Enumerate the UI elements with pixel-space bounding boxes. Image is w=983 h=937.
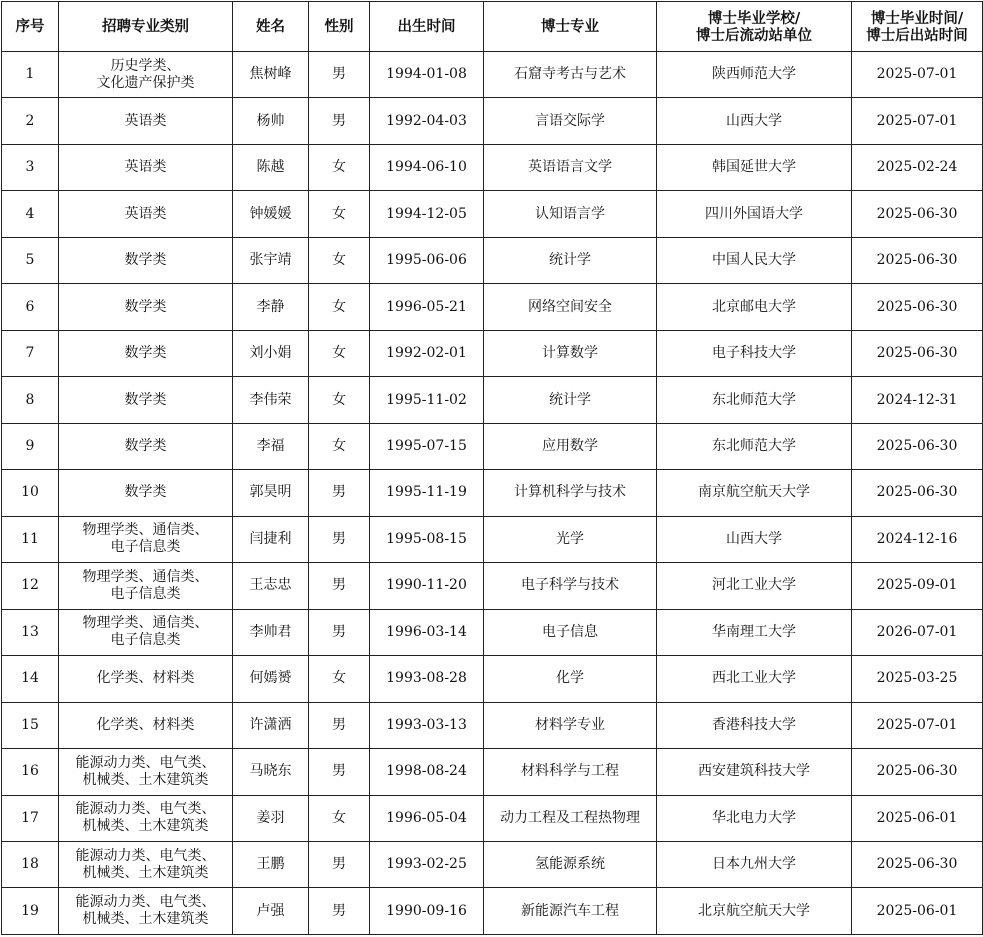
cell-birth: 1993-02-25: [370, 841, 484, 887]
cell-major: 认知语言学: [484, 191, 657, 237]
cell-grad: 2025-06-30: [852, 284, 983, 330]
cell-name: 王志忠: [233, 563, 309, 609]
table-body: [2, 52, 983, 935]
header-major: 博士专业: [484, 2, 657, 52]
cell-birth: 1996-05-21: [370, 284, 484, 330]
table-row: [2, 609, 983, 655]
table-row: [2, 516, 983, 562]
table-row: [2, 377, 983, 423]
cell-birth: 1998-08-24: [370, 749, 484, 795]
cell-category: 英语类: [59, 98, 233, 144]
cell-birth: 1990-11-20: [370, 563, 484, 609]
cell-gender: 女: [309, 656, 370, 702]
table-row: [2, 284, 983, 330]
cell-school: 电子科技大学: [657, 330, 852, 376]
cell-name: 郭昊明: [233, 470, 309, 516]
table-row: [2, 52, 983, 98]
cell-school: 山西大学: [657, 516, 852, 562]
cell-birth: 1995-08-15: [370, 516, 484, 562]
cell-school: 西北工业大学: [657, 656, 852, 702]
cell-index: 15: [2, 702, 59, 748]
cell-gender: 女: [309, 191, 370, 237]
header-school: 博士毕业学校/ 博士后流动站单位: [657, 2, 852, 52]
cell-name: 李伟荣: [233, 377, 309, 423]
cell-grad: 2026-07-01: [852, 609, 983, 655]
cell-category: 英语类: [59, 144, 233, 190]
cell-category: 物理学类、通信类、 电子信息类: [59, 609, 233, 655]
table-row: [2, 98, 983, 144]
cell-name: 钟媛媛: [233, 191, 309, 237]
header-index: 序号: [2, 2, 59, 52]
cell-major: 动力工程及工程热物理: [484, 795, 657, 841]
cell-grad: 2025-06-01: [852, 888, 983, 935]
cell-index: 19: [2, 888, 59, 935]
cell-gender: 男: [309, 888, 370, 935]
cell-index: 2: [2, 98, 59, 144]
cell-gender: 女: [309, 377, 370, 423]
cell-school: 南京航空航天大学: [657, 470, 852, 516]
table-row: [2, 702, 983, 748]
cell-major: 言语交际学: [484, 98, 657, 144]
header-row: [2, 2, 983, 52]
cell-index: 9: [2, 423, 59, 469]
cell-school: 华南理工大学: [657, 609, 852, 655]
cell-gender: 男: [309, 609, 370, 655]
header-gender: 性别: [309, 2, 370, 52]
cell-birth: 1996-03-14: [370, 609, 484, 655]
cell-name: 马晓东: [233, 749, 309, 795]
cell-name: 王鹏: [233, 841, 309, 887]
cell-major: 网络空间安全: [484, 284, 657, 330]
cell-grad: 2025-06-30: [852, 191, 983, 237]
cell-school: 华北电力大学: [657, 795, 852, 841]
cell-index: 3: [2, 144, 59, 190]
cell-name: 闫捷利: [233, 516, 309, 562]
cell-gender: 女: [309, 423, 370, 469]
cell-index: 17: [2, 795, 59, 841]
header-name: 姓名: [233, 2, 309, 52]
cell-category: 物理学类、通信类、 电子信息类: [59, 516, 233, 562]
table-row: [2, 191, 983, 237]
cell-birth: 1992-04-03: [370, 98, 484, 144]
cell-index: 1: [2, 52, 59, 98]
cell-name: 杨帅: [233, 98, 309, 144]
cell-gender: 男: [309, 749, 370, 795]
cell-index: 11: [2, 516, 59, 562]
cell-name: 李福: [233, 423, 309, 469]
cell-category: 化学类、材料类: [59, 702, 233, 748]
cell-category: 能源动力类、电气类、 机械类、土木建筑类: [59, 749, 233, 795]
cell-major: 光学: [484, 516, 657, 562]
cell-gender: 男: [309, 841, 370, 887]
cell-birth: 1995-06-06: [370, 237, 484, 283]
cell-major: 计算数学: [484, 330, 657, 376]
header-category: 招聘专业类别: [59, 2, 233, 52]
table-row: [2, 470, 983, 516]
cell-index: 10: [2, 470, 59, 516]
cell-name: 张宇靖: [233, 237, 309, 283]
header-birth: 出生时间: [370, 2, 484, 52]
cell-school: 北京航空航天大学: [657, 888, 852, 935]
cell-grad: 2025-07-01: [852, 98, 983, 144]
candidate-table: [1, 1, 983, 935]
cell-birth: 1995-11-02: [370, 377, 484, 423]
table-row: [2, 841, 983, 887]
cell-category: 能源动力类、电气类、 机械类、土木建筑类: [59, 841, 233, 887]
cell-school: 中国人民大学: [657, 237, 852, 283]
cell-category: 物理学类、通信类、 电子信息类: [59, 563, 233, 609]
cell-major: 计算机科学与技术: [484, 470, 657, 516]
cell-school: 北京邮电大学: [657, 284, 852, 330]
table-row: [2, 237, 983, 283]
cell-birth: 1996-05-04: [370, 795, 484, 841]
cell-category: 能源动力类、电气类、 机械类、土木建筑类: [59, 795, 233, 841]
cell-name: 刘小娟: [233, 330, 309, 376]
cell-major: 材料科学与工程: [484, 749, 657, 795]
table-row: [2, 330, 983, 376]
cell-name: 姜羽: [233, 795, 309, 841]
cell-index: 18: [2, 841, 59, 887]
cell-birth: 1993-03-13: [370, 702, 484, 748]
table-row: [2, 749, 983, 795]
cell-category: 数学类: [59, 423, 233, 469]
cell-index: 7: [2, 330, 59, 376]
cell-gender: 女: [309, 795, 370, 841]
cell-gender: 女: [309, 284, 370, 330]
table-row: [2, 795, 983, 841]
cell-birth: 1994-01-08: [370, 52, 484, 98]
table-row: [2, 563, 983, 609]
table-header: [2, 2, 983, 52]
cell-gender: 女: [309, 237, 370, 283]
cell-birth: 1995-11-19: [370, 470, 484, 516]
cell-major: 石窟寺考古与艺术: [484, 52, 657, 98]
cell-grad: 2025-07-01: [852, 702, 983, 748]
cell-school: 四川外国语大学: [657, 191, 852, 237]
cell-grad: 2024-12-31: [852, 377, 983, 423]
cell-index: 5: [2, 237, 59, 283]
cell-school: 日本九州大学: [657, 841, 852, 887]
cell-birth: 1993-08-28: [370, 656, 484, 702]
cell-major: 新能源汽车工程: [484, 888, 657, 935]
cell-name: 焦树峰: [233, 52, 309, 98]
cell-category: 化学类、材料类: [59, 656, 233, 702]
table-row: [2, 888, 983, 935]
cell-major: 电子信息: [484, 609, 657, 655]
cell-grad: 2025-06-30: [852, 470, 983, 516]
cell-birth: 1994-06-10: [370, 144, 484, 190]
cell-major: 电子科学与技术: [484, 563, 657, 609]
cell-gender: 男: [309, 563, 370, 609]
cell-category: 数学类: [59, 330, 233, 376]
table-row: [2, 144, 983, 190]
cell-birth: 1990-09-16: [370, 888, 484, 935]
cell-school: 陕西师范大学: [657, 52, 852, 98]
cell-category: 数学类: [59, 377, 233, 423]
cell-major: 氢能源系统: [484, 841, 657, 887]
cell-category: 历史学类、 文化遗产保护类: [59, 52, 233, 98]
cell-name: 李帅君: [233, 609, 309, 655]
cell-category: 能源动力类、电气类、 机械类、土木建筑类: [59, 888, 233, 935]
cell-school: 西安建筑科技大学: [657, 749, 852, 795]
cell-grad: 2025-02-24: [852, 144, 983, 190]
cell-grad: 2024-12-16: [852, 516, 983, 562]
cell-grad: 2025-06-30: [852, 749, 983, 795]
cell-school: 河北工业大学: [657, 563, 852, 609]
cell-grad: 2025-03-25: [852, 656, 983, 702]
cell-index: 16: [2, 749, 59, 795]
cell-category: 数学类: [59, 284, 233, 330]
cell-grad: 2025-07-01: [852, 52, 983, 98]
cell-birth: 1994-12-05: [370, 191, 484, 237]
cell-index: 12: [2, 563, 59, 609]
cell-grad: 2025-06-01: [852, 795, 983, 841]
cell-school: 东北师范大学: [657, 377, 852, 423]
header-grad: 博士毕业时间/ 博士后出站时间: [852, 2, 983, 52]
cell-index: 6: [2, 284, 59, 330]
cell-name: 卢强: [233, 888, 309, 935]
cell-name: 陈越: [233, 144, 309, 190]
cell-gender: 男: [309, 98, 370, 144]
cell-name: 许潇洒: [233, 702, 309, 748]
cell-name: 何嫣赟: [233, 656, 309, 702]
cell-school: 韩国延世大学: [657, 144, 852, 190]
cell-school: 山西大学: [657, 98, 852, 144]
cell-major: 材料学专业: [484, 702, 657, 748]
table-row: [2, 423, 983, 469]
cell-grad: 2025-06-30: [852, 841, 983, 887]
cell-grad: 2025-06-30: [852, 237, 983, 283]
cell-gender: 男: [309, 516, 370, 562]
cell-gender: 男: [309, 470, 370, 516]
cell-major: 英语语言文学: [484, 144, 657, 190]
cell-index: 13: [2, 609, 59, 655]
cell-name: 李静: [233, 284, 309, 330]
cell-birth: 1995-07-15: [370, 423, 484, 469]
cell-grad: 2025-06-30: [852, 423, 983, 469]
cell-grad: 2025-06-30: [852, 330, 983, 376]
cell-gender: 男: [309, 52, 370, 98]
table-row: [2, 656, 983, 702]
cell-gender: 男: [309, 702, 370, 748]
cell-category: 数学类: [59, 470, 233, 516]
cell-index: 4: [2, 191, 59, 237]
cell-school: 香港科技大学: [657, 702, 852, 748]
cell-category: 英语类: [59, 191, 233, 237]
cell-major: 统计学: [484, 377, 657, 423]
cell-school: 东北师范大学: [657, 423, 852, 469]
cell-major: 统计学: [484, 237, 657, 283]
cell-gender: 女: [309, 144, 370, 190]
cell-gender: 女: [309, 330, 370, 376]
cell-index: 8: [2, 377, 59, 423]
cell-index: 14: [2, 656, 59, 702]
cell-category: 数学类: [59, 237, 233, 283]
cell-major: 化学: [484, 656, 657, 702]
cell-grad: 2025-09-01: [852, 563, 983, 609]
cell-major: 应用数学: [484, 423, 657, 469]
cell-birth: 1992-02-01: [370, 330, 484, 376]
